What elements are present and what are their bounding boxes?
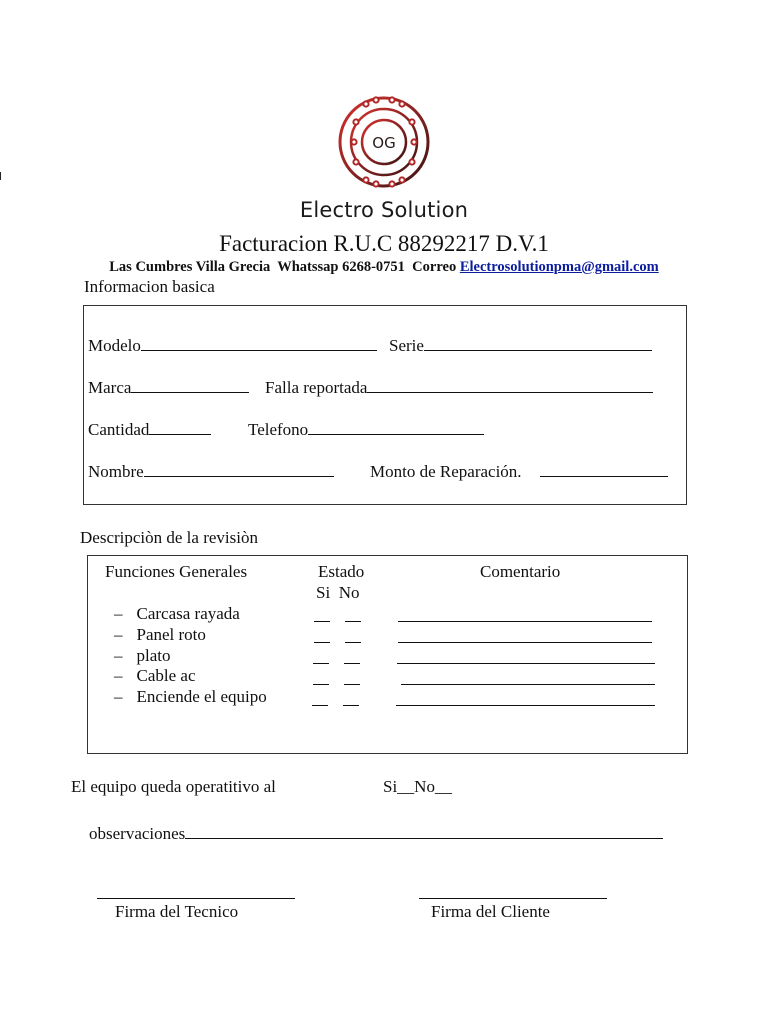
no-blank[interactable] [345, 641, 361, 643]
marca-blank[interactable] [131, 374, 249, 393]
modelo-label: Modelo [88, 336, 141, 355]
page-edge-mark [0, 172, 1, 180]
col-estado: Estado [318, 562, 365, 581]
no-label: No [338, 583, 360, 602]
item-label: Carcasa rayada [136, 604, 240, 623]
telefono-label: Telefono [248, 420, 309, 439]
tecnico-signature-line[interactable] [97, 898, 295, 900]
comment-blank[interactable] [398, 641, 652, 643]
contact-line [0, 259, 768, 276]
serie-field [389, 332, 652, 356]
cantidad-label: Cantidad [88, 420, 150, 439]
review-item [114, 687, 267, 707]
logo-monogram: OG [372, 134, 396, 152]
telefono-field [248, 416, 484, 440]
modelo-blank[interactable] [141, 332, 377, 351]
monto-blank[interactable] [540, 458, 668, 477]
brand-name: Electro Solution [299, 198, 469, 222]
col-funciones: Funciones Generales [105, 562, 248, 581]
marca-field [88, 374, 249, 398]
si-blank[interactable] [314, 641, 330, 643]
cantidad-field [88, 416, 211, 440]
review-item [114, 646, 171, 666]
operativo-si-no[interactable]: Si__No__ [383, 777, 452, 796]
item-label: Panel roto [136, 625, 206, 644]
firma-tecnico-label: Firma del Tecnico [115, 902, 239, 921]
observaciones-field [89, 820, 663, 844]
item-label: Enciende el equipo [136, 687, 267, 706]
comment-blank[interactable] [398, 620, 652, 622]
telefono-blank[interactable] [308, 416, 484, 435]
marca-label: Marca [88, 378, 132, 397]
info-heading: Informacion basica [84, 277, 215, 296]
monto-label: Monto de Reparación. [370, 462, 522, 481]
document-title: Facturacion R.U.C 88292217 D.V.1 [219, 231, 549, 256]
si-blank[interactable] [312, 704, 328, 706]
no-blank[interactable] [343, 704, 359, 706]
review-item [114, 666, 196, 686]
falla-field [265, 374, 653, 398]
observaciones-label: observaciones [89, 824, 186, 843]
si-no-header [316, 583, 359, 603]
electro-solution-logo-icon [336, 90, 432, 194]
comment-blank[interactable] [396, 704, 655, 706]
operativo-label: El equipo queda operatitivo al [71, 777, 276, 796]
serie-label: Serie [389, 336, 424, 355]
monto-field [370, 458, 668, 482]
observaciones-blank[interactable] [185, 820, 663, 839]
email-link[interactable]: Electrosolutionpma@gmail.com [459, 259, 659, 275]
bullet: – [114, 666, 123, 685]
review-item [114, 604, 240, 624]
no-blank[interactable] [344, 683, 360, 685]
falla-label: Falla reportada [265, 378, 368, 397]
bullet: – [114, 604, 123, 623]
nombre-field [88, 458, 334, 482]
cliente-signature-line[interactable] [419, 898, 607, 900]
bullet: – [114, 625, 123, 644]
item-label: Cable ac [136, 666, 196, 685]
bullet: – [114, 646, 123, 665]
col-comentario: Comentario [480, 562, 561, 581]
review-box [87, 555, 688, 754]
falla-blank[interactable] [367, 374, 653, 393]
modelo-field [88, 332, 377, 356]
serie-blank[interactable] [424, 332, 652, 351]
si-blank[interactable] [313, 683, 329, 685]
firma-cliente-label: Firma del Cliente [431, 902, 550, 921]
si-blank[interactable] [313, 662, 329, 664]
review-item [114, 625, 206, 645]
bullet: – [114, 687, 123, 706]
item-label: plato [136, 646, 171, 665]
no-blank[interactable] [344, 662, 360, 664]
si-label: Si [316, 583, 331, 602]
cantidad-blank[interactable] [149, 416, 211, 435]
comment-blank[interactable] [397, 662, 655, 664]
nombre-blank[interactable] [144, 458, 334, 477]
nombre-label: Nombre [88, 462, 144, 481]
review-heading: Descripciòn de la revisiòn [80, 528, 258, 547]
si-blank[interactable] [314, 620, 330, 622]
contact-text: Las Cumbres Villa Grecia Whatssap 6268-0751 Correo [109, 259, 460, 275]
comment-blank[interactable] [401, 683, 655, 685]
no-blank[interactable] [345, 620, 361, 622]
